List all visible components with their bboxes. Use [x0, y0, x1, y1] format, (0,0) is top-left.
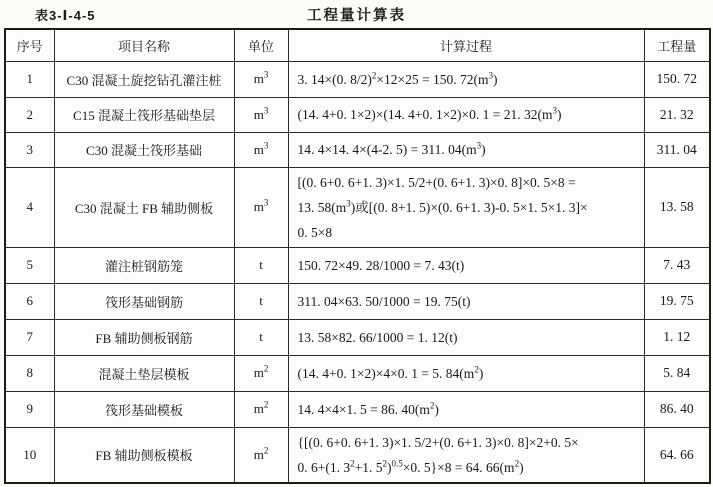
- row-no-cell: 2: [5, 97, 54, 132]
- unit-cell: $m^2$: [234, 355, 288, 391]
- item-name-cell: C30 混凝土 FB 辅助侧板: [54, 167, 234, 247]
- quantity-cell: 311. 04: [644, 132, 710, 167]
- calc-line: 3. 14×(0. 8/2)$^2$×12×25 = 150. $72(m^3)$: [297, 70, 498, 87]
- row-no-cell: 10: [5, 427, 54, 483]
- quantity-calculation-table: [4, 28, 711, 484]
- table-row: [5, 97, 710, 132]
- calc-line: 13. $58(m^3)$或[(0. 8+1. 5)×(0. 6+1. 3)-0. 5×1. 5×1. 3]×: [297, 198, 588, 215]
- quantity-cell: 150. 72: [644, 61, 710, 97]
- row-no-cell: 7: [5, 319, 54, 355]
- quantity-cell: 1. 12: [644, 319, 710, 355]
- item-name-cell: C30 混凝土旋挖钻孔灌注桩: [54, 61, 234, 97]
- quantity-cell: 19. 75: [644, 283, 710, 319]
- calc-line: 311. 04×63. 50/1000 = 19. 75(t): [297, 293, 471, 309]
- calc-line: 0. 6+(1. $3^2+1$. $5^2)^{0.5}\times 0$. 5}×8 = 64. $66(m^2)$: [297, 458, 524, 475]
- unit-cell: $m^3$: [234, 132, 288, 167]
- calc-cell: [288, 355, 644, 391]
- calc-line: 150. 72×49. 28/1000 = 7. 43(t): [297, 257, 465, 273]
- calc-cell: [288, 319, 644, 355]
- row-no-cell: 1: [5, 61, 54, 97]
- unit-cell: $m^3$: [234, 61, 288, 97]
- calc-line: [(0. 6+0. 6+1. 3)×1. 5/2+(0. 6+1. 3)×0. 8]×0. 5×8 =: [297, 174, 576, 190]
- row-no-cell: 9: [5, 391, 54, 427]
- table-row: [5, 61, 710, 97]
- calc-line: (14. 4+0. 1×2)×4×0. 1 = 5. $84(m^2)$: [297, 364, 484, 381]
- item-name-cell: C15 混凝土筏形基础垫层: [54, 97, 234, 132]
- row-no-cell: 8: [5, 355, 54, 391]
- table-row: [5, 167, 710, 247]
- unit-cell: t: [234, 247, 288, 283]
- unit-cell: $m^2$: [234, 391, 288, 427]
- item-name-cell: 筏形基础钢筋: [54, 283, 234, 319]
- col-header-qty: 工程量: [644, 29, 710, 61]
- quantity-cell: 64. 66: [644, 427, 710, 483]
- item-name-cell: 灌注桩钢筋笼: [54, 247, 234, 283]
- unit-cell: $m^2$: [234, 427, 288, 483]
- calc-cell: [288, 61, 644, 97]
- item-name-cell: FB 辅助侧板模板: [54, 427, 234, 483]
- calc-line: 14. 4×14. 4×(4-2. 5) = 311. $04(m^3)$: [297, 140, 486, 157]
- col-header-name: 项目名称: [54, 29, 234, 61]
- calc-line: 13. 58×82. 66/1000 = 1. 12(t): [297, 329, 458, 345]
- calc-line: 14. 4×4×1. 5 = 86. $40(m^2)$: [297, 400, 439, 417]
- col-header-unit: 单位: [234, 29, 288, 61]
- item-name-cell: 混凝土垫层模板: [54, 355, 234, 391]
- table-number: 表3-Ⅰ-4-5: [35, 8, 96, 23]
- table-row: [5, 247, 710, 283]
- unit-cell: $m^3$: [234, 167, 288, 247]
- calc-line: 0. 5×8: [297, 224, 333, 240]
- calc-cell: [288, 167, 644, 247]
- row-no-cell: 5: [5, 247, 54, 283]
- calc-cell: [288, 97, 644, 132]
- header-row: [5, 29, 710, 61]
- col-header-no: 序号: [5, 29, 54, 61]
- item-name-cell: C30 混凝土筏形基础: [54, 132, 234, 167]
- row-no-cell: 3: [5, 132, 54, 167]
- calc-cell: [288, 427, 644, 483]
- quantity-cell: 13. 58: [644, 167, 710, 247]
- row-no-cell: 6: [5, 283, 54, 319]
- calc-line: (14. 4+0. 1×2)×(14. 4+0. 1×2)×0. 1 = 21. $32(m^3)$: [297, 105, 562, 122]
- quantity-cell: 86. 40: [644, 391, 710, 427]
- calc-line: {[(0. 6+0. 6+1. 3)×1. 5/2+(0. 6+1. 3)×0. 8]×2+0. 5×: [297, 434, 579, 450]
- table-caption: [0, 0, 713, 28]
- row-no-cell: 4: [5, 167, 54, 247]
- calc-cell: [288, 391, 644, 427]
- table-row: [5, 319, 710, 355]
- table-row: [5, 427, 710, 483]
- quantity-cell: 5. 84: [644, 355, 710, 391]
- table-row: [5, 132, 710, 167]
- calc-cell: [288, 132, 644, 167]
- calc-cell: [288, 247, 644, 283]
- calc-cell: [288, 283, 644, 319]
- quantity-cell: 7. 43: [644, 247, 710, 283]
- unit-cell: $m^3$: [234, 97, 288, 132]
- unit-cell: t: [234, 283, 288, 319]
- item-name-cell: FB 辅助侧板钢筋: [54, 319, 234, 355]
- page-title: 工程量计算表: [307, 8, 406, 24]
- table-row: [5, 283, 710, 319]
- col-header-calc: 计算过程: [288, 29, 644, 61]
- item-name-cell: 筏形基础模板: [54, 391, 234, 427]
- table-row: [5, 355, 710, 391]
- table-row: [5, 391, 710, 427]
- unit-cell: t: [234, 319, 288, 355]
- quantity-cell: 21. 32: [644, 97, 710, 132]
